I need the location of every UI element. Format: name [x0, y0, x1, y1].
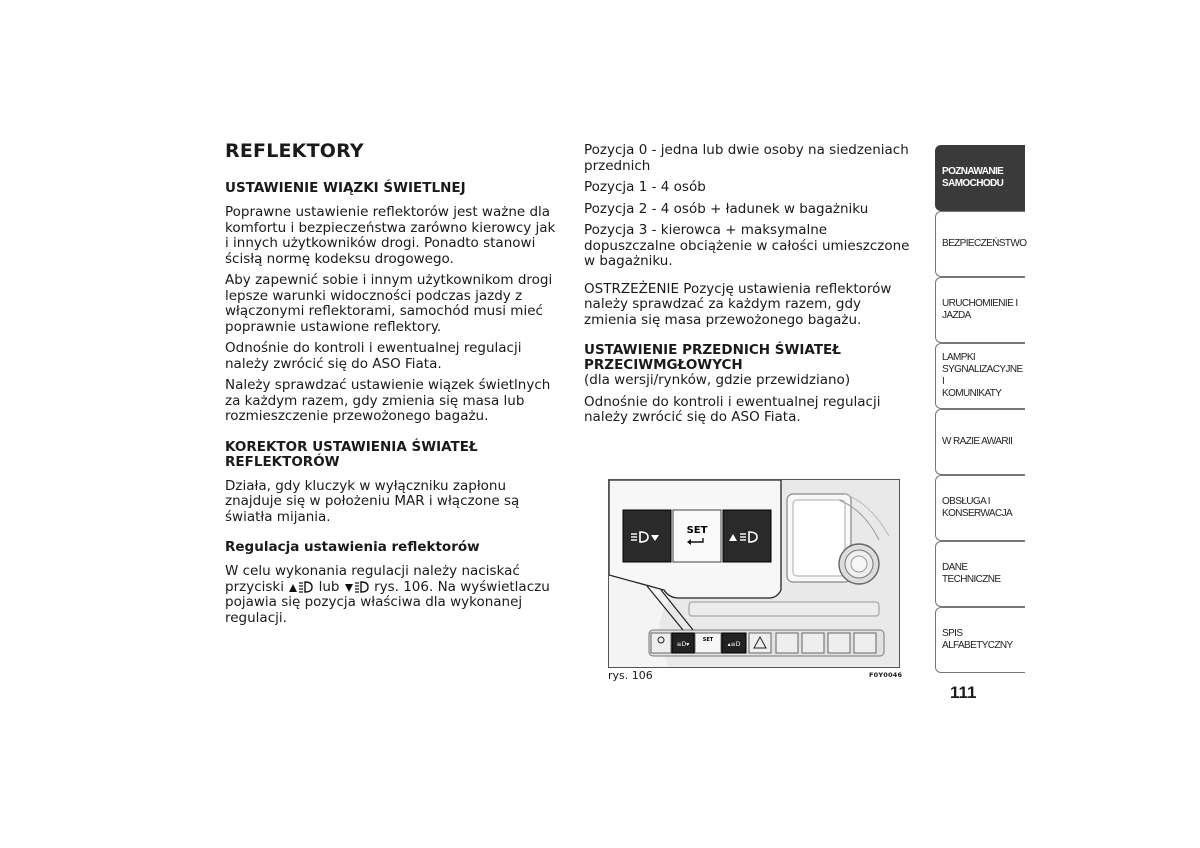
- svg-text:≡D▾: ≡D▾: [676, 641, 690, 648]
- tab-label: POZNAWANIE: [942, 166, 1004, 177]
- paragraph-3: Odnośnie do kontroli i ewentualnej regulacji należy zwrócić się do ASO Fiata.: [225, 340, 522, 372]
- tab-label: KOMUNIKATY: [942, 388, 1002, 399]
- tab-bezpieczenstwo[interactable]: [935, 211, 1025, 277]
- tab-label: SYGNALIZACYJNE I: [942, 364, 1023, 387]
- position-3: Pozycja 3 - kierowca + maksymalne dopuszczalne obciążenie w całości umieszczone w bagażniku.: [584, 222, 910, 269]
- tab-label: OBSŁUGA I: [942, 496, 990, 507]
- position-2: Pozycja 2 - 4 osób + ładunek w bagażniku: [584, 200, 869, 217]
- right-column: [584, 143, 914, 432]
- section-title: REFLEKTORY: [225, 140, 364, 162]
- tab-uruchomienie-jazda[interactable]: [935, 277, 1025, 343]
- tab-dane-techniczne[interactable]: [935, 541, 1025, 607]
- set-button-label: SET: [686, 525, 708, 536]
- dashboard-control-figure: [608, 479, 900, 668]
- paragraph-6-or: lub: [318, 578, 340, 595]
- paragraph-5: Działa, gdy kluczyk w wyłączniku zapłonu znajduje się w położeniu MAR i włączone są światła mijania.: [225, 477, 520, 525]
- paragraph-6-end: rys. 106. Na wyświetlaczu pojawia się pozycja właściwa dla wykonanej regulacji.: [225, 578, 550, 626]
- figure-code: F0Y0046: [869, 671, 903, 679]
- tab-label: BEZPIECZEŃSTWO: [942, 238, 1027, 249]
- chapter-tabs: [935, 145, 1025, 673]
- zoomed-button-row: [623, 510, 771, 562]
- warning-paragraph: OSTRZEŻENIE Pozycję ustawienia reflektorów należy sprawdzać za każdym razem, gdy zmienia się masa przewożonego bagażu.: [584, 280, 892, 328]
- paragraph-1: Poprawne ustawienie reflektorów jest ważne dla komfortu i bezpieczeństwa zarówno kierowcy jak i innych użytkowników drogi. Ponadto stanowi ścisłą normę kodeksu drogowego.: [225, 204, 556, 267]
- headlight-down-icon: [344, 580, 370, 594]
- tab-poznawanie-samochodu[interactable]: [935, 145, 1025, 211]
- heading-beam-setting: USTAWIENIE WIĄZKI ŚWIETLNEJ: [225, 180, 466, 196]
- tab-label: JAZDA: [942, 310, 971, 321]
- tab-label: SPIS ALFABETYCZNY: [942, 628, 1013, 651]
- control-panel-illustration: [609, 480, 899, 667]
- headlight-up-icon: [288, 580, 314, 594]
- tab-w-razie-awarii[interactable]: [935, 409, 1025, 475]
- position-1: Pozycja 1 - 4 osób: [584, 179, 706, 195]
- heading-regulation: Regulacja ustawienia reflektorów: [225, 539, 480, 555]
- tab-label: KONSERWACJA: [942, 508, 1013, 519]
- tab-label: DANE TECHNICZNE: [942, 562, 1001, 585]
- svg-text:SET: SET: [702, 637, 714, 643]
- svg-text:▴≡D: ▴≡D: [727, 641, 741, 648]
- tab-obsluga-konserwacja[interactable]: [935, 475, 1025, 541]
- paragraph-6: [225, 564, 563, 626]
- tab-lampki-sygnalizacyjne[interactable]: [935, 343, 1025, 409]
- page-number: 111: [950, 683, 977, 702]
- tab-spis-alfabetyczny[interactable]: [935, 607, 1025, 673]
- paragraph-6-start: W celu wykonania regulacji należy naciskać przyciski: [225, 563, 520, 595]
- small-button-row: [651, 633, 876, 653]
- heading-corrector: KOREKTOR USTAWIENIA ŚWIATEŁ REFLEKTORÓW: [225, 438, 478, 470]
- figure-caption: rys. 106: [608, 669, 653, 682]
- tab-label: W RAZIE AWARII: [942, 436, 1013, 447]
- tab-label: URUCHOMIENIE I: [942, 298, 1018, 309]
- fog-paragraph: Odnośnie do kontroli i ewentualnej regulacji należy zwrócić się do ASO Fiata.: [584, 393, 881, 425]
- position-0: Pozycja 0 - jedna lub dwie osoby na siedzeniach przednich: [584, 142, 909, 174]
- left-column: [225, 140, 563, 632]
- tab-label: SAMOCHODU: [942, 178, 1004, 189]
- heading-fog-lights: USTAWIENIE PRZEDNICH ŚWIATEŁ PRZECIWMGŁOWYCH: [584, 342, 841, 373]
- paragraph-2: Aby zapewnić sobie i innym użytkownikom drogi lepsze warunki widoczności podczas jazdy z włączonymi reflektorami, samochód musi mieć poprawnie ustawione reflektory.: [225, 272, 553, 335]
- paragraph-4: Należy sprawdzać ustawienie wiązek świetlnych za każdym razem, gdy zmienia się masa lub rozmieszczenie przewożonego bagażu.: [225, 377, 551, 424]
- tab-label: LAMPKI: [942, 352, 976, 363]
- fog-note: (dla wersji/rynków, gdzie przewidziano): [584, 372, 851, 388]
